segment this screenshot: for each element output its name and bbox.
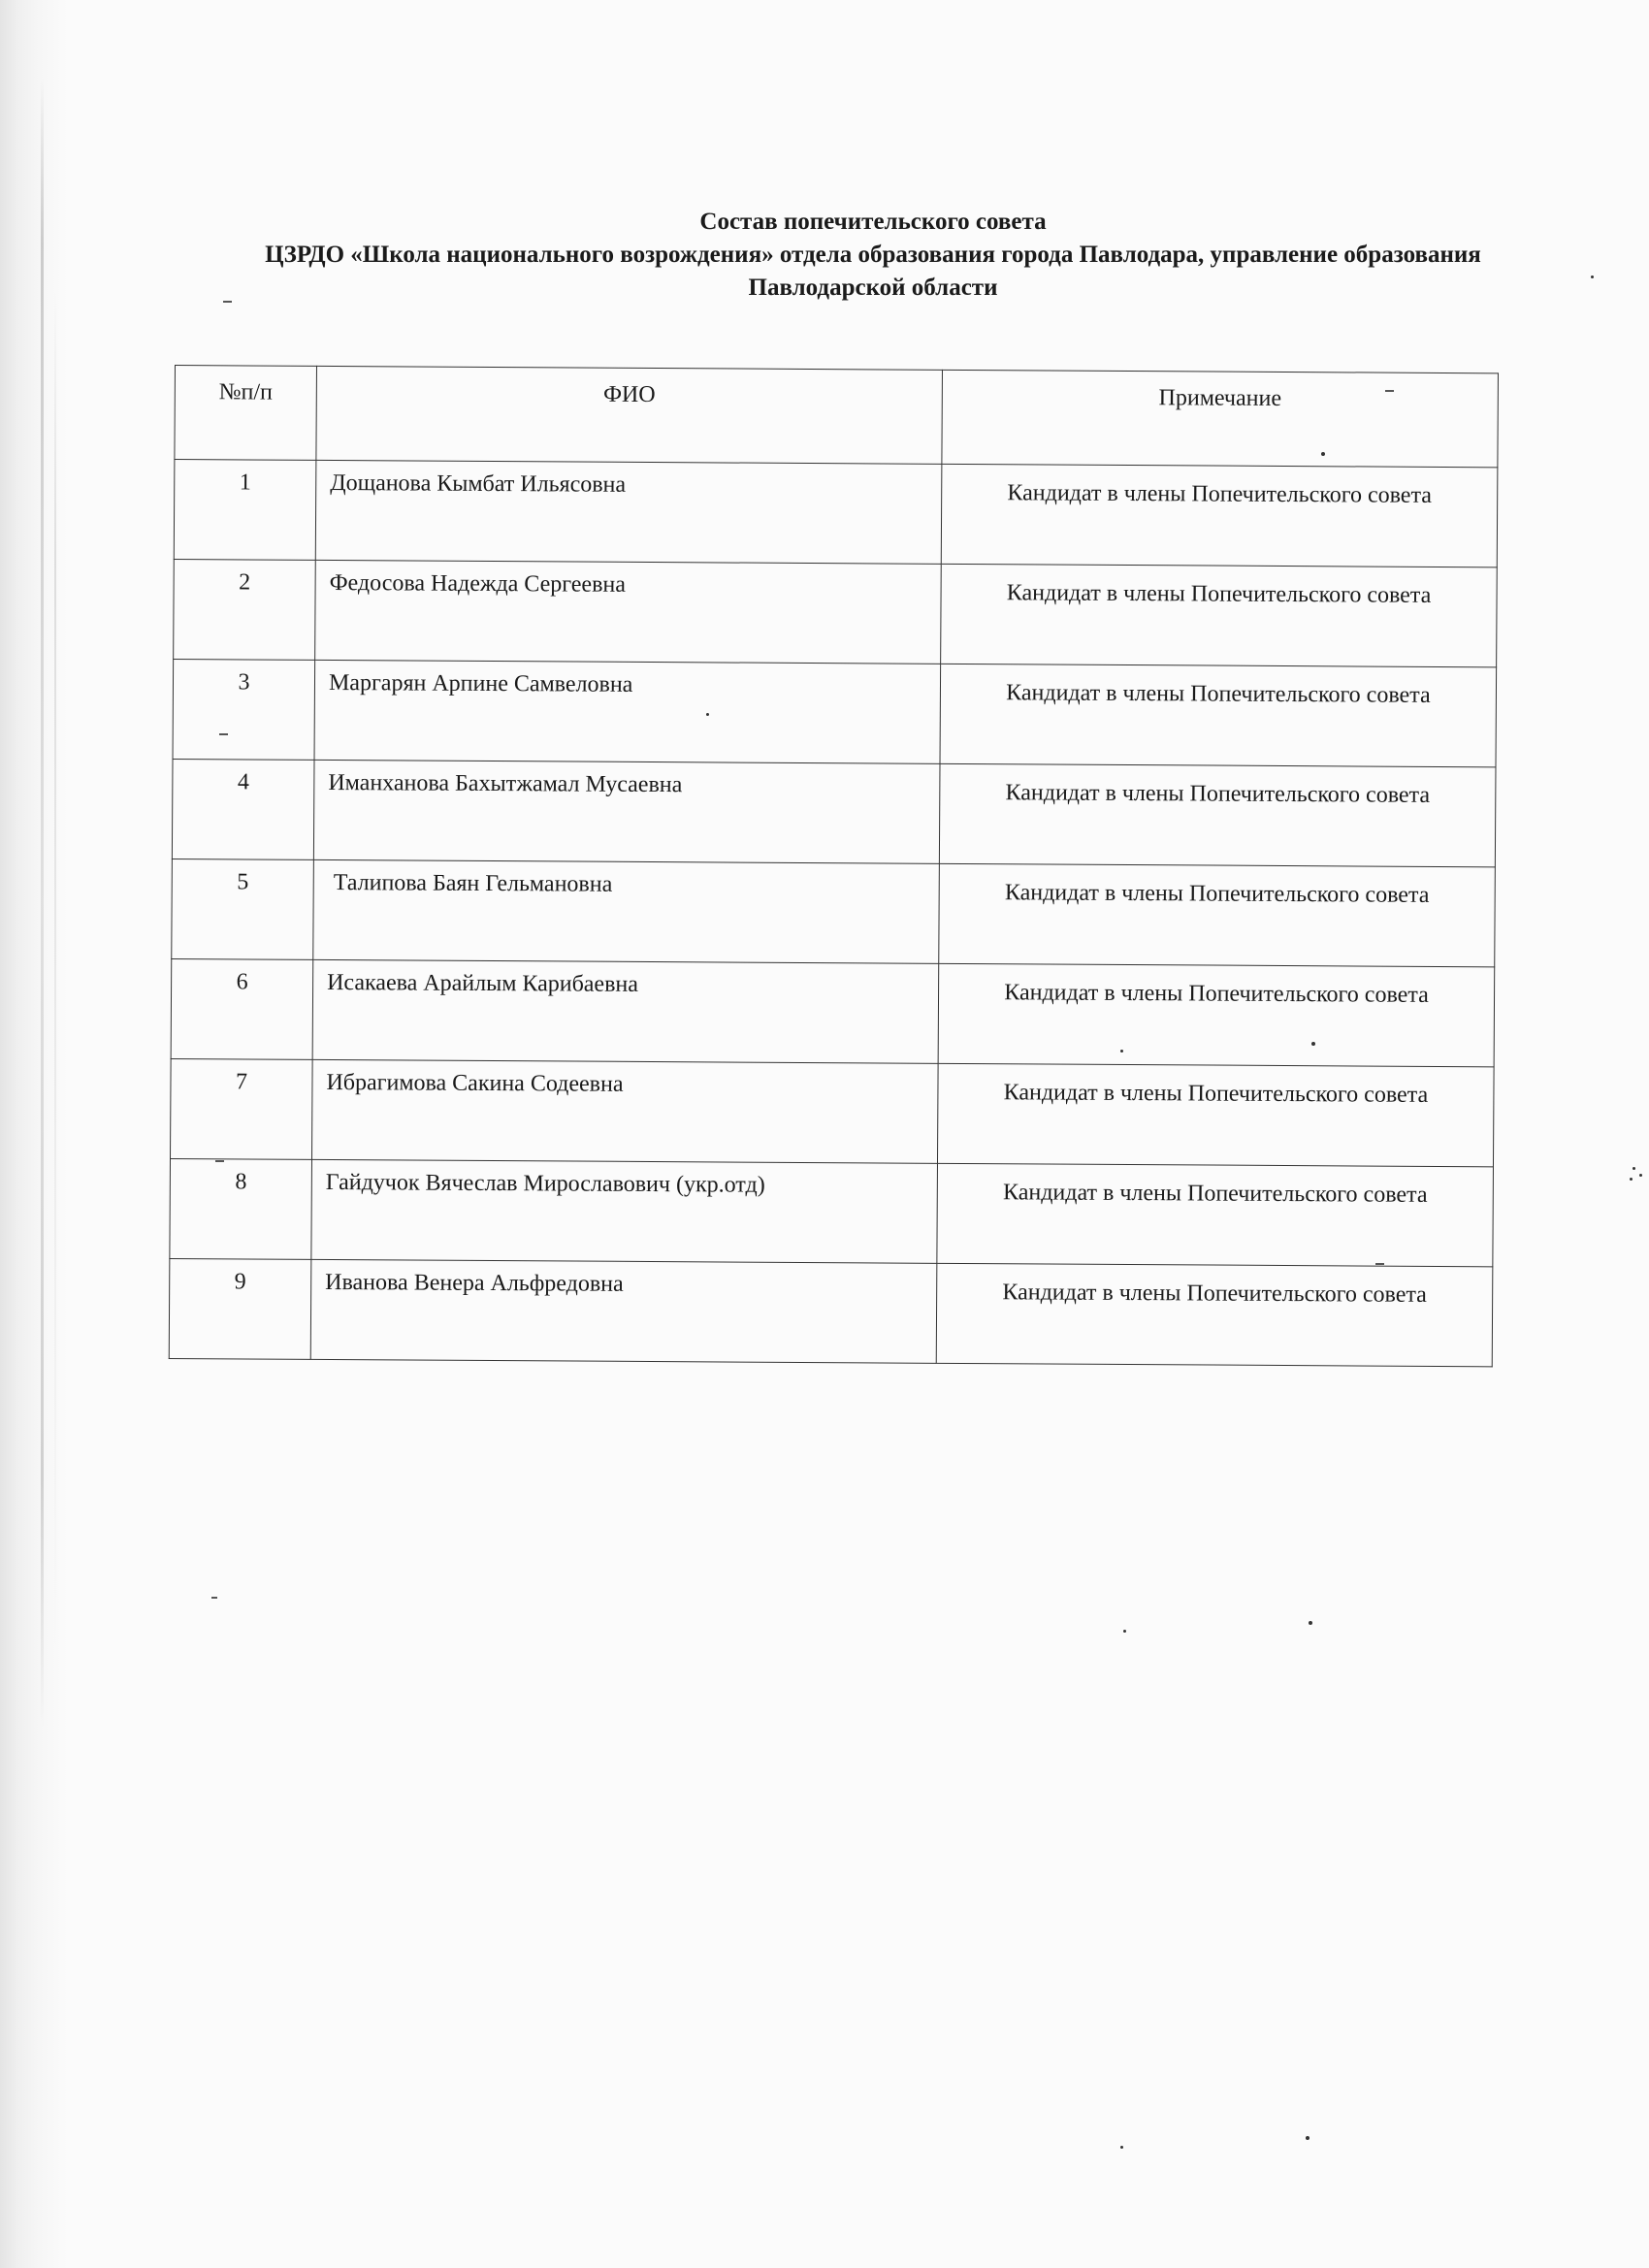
- table-row: [174, 559, 1498, 666]
- scan-speck: [1321, 452, 1325, 456]
- row-note: Кандидат в члены Попечительского совета: [939, 863, 1496, 966]
- table-row: [174, 460, 1498, 567]
- row-number: 6: [171, 958, 313, 1059]
- scan-speck: [1120, 1050, 1123, 1053]
- board-members-table: [169, 365, 1499, 1367]
- scan-dash: [219, 733, 228, 735]
- row-note: Кандидат в члены Попечительского совета: [940, 664, 1497, 766]
- table-body: [169, 460, 1498, 1367]
- table-row: [172, 859, 1496, 966]
- row-note: Кандидат в члены Попечительского совета: [938, 963, 1495, 1066]
- heading-line-3: Павлодарской области: [748, 275, 998, 301]
- row-note: Кандидат в члены Попечительского совета: [941, 564, 1498, 666]
- heading-line-1: Состав попечительского совета: [699, 209, 1047, 235]
- heading-line-2: ЦЗРДО «Школа национального возрождения» отдела образования города Павлодара, управление образования: [265, 242, 1481, 268]
- scan-speck: [1591, 275, 1594, 278]
- row-name: Иманханова Бахытжамал Мусаевна: [313, 760, 940, 863]
- scan-speck: [1633, 1167, 1635, 1170]
- header-name: ФИО: [316, 366, 943, 464]
- row-name: Исакаева Арайлым Карибаевна: [312, 959, 939, 1063]
- table-row: [173, 659, 1497, 766]
- scan-dash: [211, 1597, 217, 1599]
- table-row: [170, 1158, 1494, 1266]
- row-name: Дощанова Кымбат Ильясовна: [315, 460, 942, 564]
- scan-speck: [706, 713, 709, 716]
- scan-dash: [215, 1160, 224, 1162]
- row-number: 2: [174, 559, 316, 660]
- scan-edge-shading: [0, 0, 68, 2268]
- scan-speck: [1306, 2136, 1310, 2140]
- row-name: Гайдучок Вячеслав Мирославович (укр.отд): [311, 1159, 938, 1263]
- row-name: Талипова Баян Гельмановна: [313, 859, 940, 963]
- scan-speck: [1309, 1621, 1312, 1625]
- row-name: Ибрагимова Сакина Содеевна: [311, 1059, 938, 1163]
- row-number: 1: [174, 460, 316, 561]
- row-number: 5: [172, 859, 314, 959]
- table-row: [172, 759, 1496, 866]
- table-row: [171, 1058, 1495, 1166]
- scan-speck: [1639, 1174, 1642, 1177]
- table-header: [175, 366, 1499, 468]
- scan-speck: [1630, 1178, 1633, 1181]
- row-note: Кандидат в члены Попечительского совета: [939, 763, 1496, 866]
- row-number: 7: [171, 1058, 313, 1159]
- header-note: Примечание: [942, 370, 1499, 467]
- row-name: Маргарян Арпине Самвеловна: [314, 660, 941, 763]
- table-row: [171, 958, 1495, 1066]
- row-number: 3: [173, 659, 315, 760]
- scan-dash: [223, 301, 232, 303]
- scan-dash: [1385, 390, 1394, 392]
- row-name: Иванова Венера Альфредовна: [310, 1259, 937, 1363]
- row-number: 8: [170, 1158, 312, 1259]
- row-note: Кандидат в члены Попечительского совета: [937, 1163, 1494, 1266]
- row-note: Кандидат в члены Попечительского совета: [941, 464, 1498, 567]
- row-number: 9: [169, 1258, 311, 1359]
- scan-speck: [1123, 1630, 1126, 1633]
- row-note: Кандидат в члены Попечительского совета: [936, 1263, 1493, 1366]
- scan-streak: [54, 291, 56, 1649]
- table-header-row: [175, 366, 1499, 468]
- row-note: Кандидат в члены Попечительского совета: [937, 1063, 1494, 1166]
- scan-dash: [1375, 1263, 1384, 1265]
- scan-speck: [1120, 2146, 1123, 2149]
- scan-streak: [41, 78, 44, 1727]
- document-heading: [146, 206, 1600, 305]
- header-number: №п/п: [175, 366, 317, 461]
- table-row: [169, 1258, 1493, 1366]
- row-name: Федосова Надежда Сергеевна: [315, 560, 942, 664]
- scan-speck: [1311, 1042, 1315, 1046]
- row-number: 4: [172, 759, 314, 859]
